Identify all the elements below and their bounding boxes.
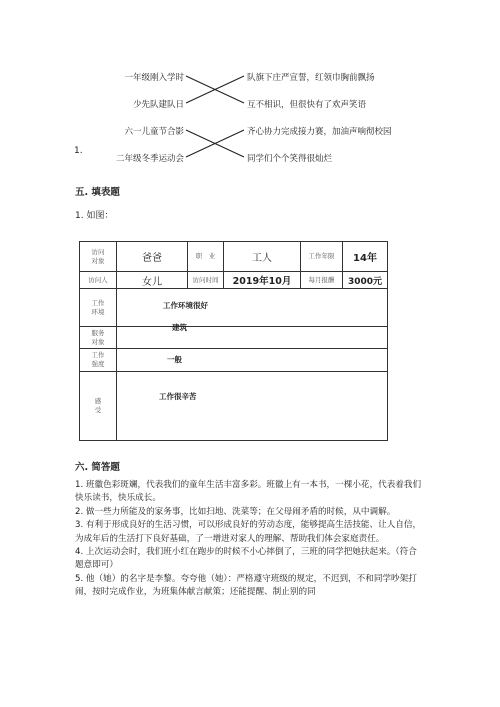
value-work-environment: 工作环境很好 xyxy=(163,301,208,310)
label-work-intensity: 工作 强度 xyxy=(91,351,105,368)
value-feelings: 工作很辛苦 xyxy=(159,392,197,401)
section-six-title: 六. 简答题 xyxy=(75,462,120,473)
value-work-years: 14年 xyxy=(353,253,377,264)
label-visitor: 访问人 xyxy=(88,275,108,284)
answer-3: 3. 有利于形成良好的生活习惯，可以形成良好的劳动态度，能够提高生活技能、让人自信，为成年后的生活打下良好基础，了一增进对家人的理解、帮助我们体会家庭责任。 xyxy=(75,520,422,544)
label-visit-target: 访问 对象 xyxy=(91,247,105,265)
value-work-intensity: 一般 xyxy=(167,355,182,364)
label-feelings: 感 受 xyxy=(94,397,102,414)
answer-4: 4. 上次运动会时，我们班小红在跑步的时候不小心摔倒了，三班的同学把她扶起来。（符合题意即可） xyxy=(75,547,417,571)
matching-lines xyxy=(0,0,500,200)
answer-2: 2. 做一些力所能及的家务事，比如扫地、洗菜等；在父母闹矛盾的时候，从中调解。 xyxy=(75,506,396,517)
short-answer-list xyxy=(75,479,425,600)
label-work-years: 工作年限 xyxy=(308,252,335,261)
value-visit-target: 爸爸 xyxy=(142,253,162,264)
value-monthly-pay: 3000元 xyxy=(347,276,383,287)
label-monthly-pay: 每月报酬 xyxy=(308,275,335,284)
answer-1: 1. 班徽色彩斑斓，代表我们的童年生活丰富多彩。班徽上有一本书，一棵小花，代表着我们快乐读书，快乐成长。 xyxy=(75,480,422,504)
section-five-title: 五. 填表题 xyxy=(75,187,120,198)
value-occupation: 工人 xyxy=(252,253,272,264)
answer-5: 5. 他（她）的名字是李黎。夸夸他（她）：严格遵守班级的规定，不迟到，不和同学吵架打闹，按时完成作业，为班集体献言献策；还能提醒、制止别的同 xyxy=(75,573,417,598)
match-left-3: 六一儿童节合影 xyxy=(124,127,184,137)
value-service-target: 建筑 xyxy=(172,323,187,332)
match-left-1: 一年级刚入学时 xyxy=(124,73,184,83)
match-right-1: 队旗下庄严宣誓，红领巾胸前飘扬 xyxy=(247,73,375,83)
label-occupation: 职 业 xyxy=(195,252,216,261)
match-right-3: 齐心协力完成接力赛，加油声响彻校园 xyxy=(247,127,392,137)
match-right-4: 同学们个个笑得很灿烂 xyxy=(247,154,333,164)
label-service-target: 服务 对象 xyxy=(91,328,105,346)
question-one-label: 1. 如图： xyxy=(75,211,114,221)
matching-question-number: 1. xyxy=(74,146,83,156)
interview-table xyxy=(79,241,388,441)
match-right-2: 互不相识，但很快有了欢声笑语 xyxy=(247,100,367,110)
value-visit-time: 2019年10月 xyxy=(232,276,292,287)
label-work-environment: 工作 环境 xyxy=(91,298,105,316)
match-left-2: 少先队建队日 xyxy=(132,100,184,110)
match-left-4: 二年级冬季运动会 xyxy=(115,154,184,164)
label-visit-time: 访问时间 xyxy=(192,275,219,284)
value-visitor: 女儿 xyxy=(142,276,162,288)
